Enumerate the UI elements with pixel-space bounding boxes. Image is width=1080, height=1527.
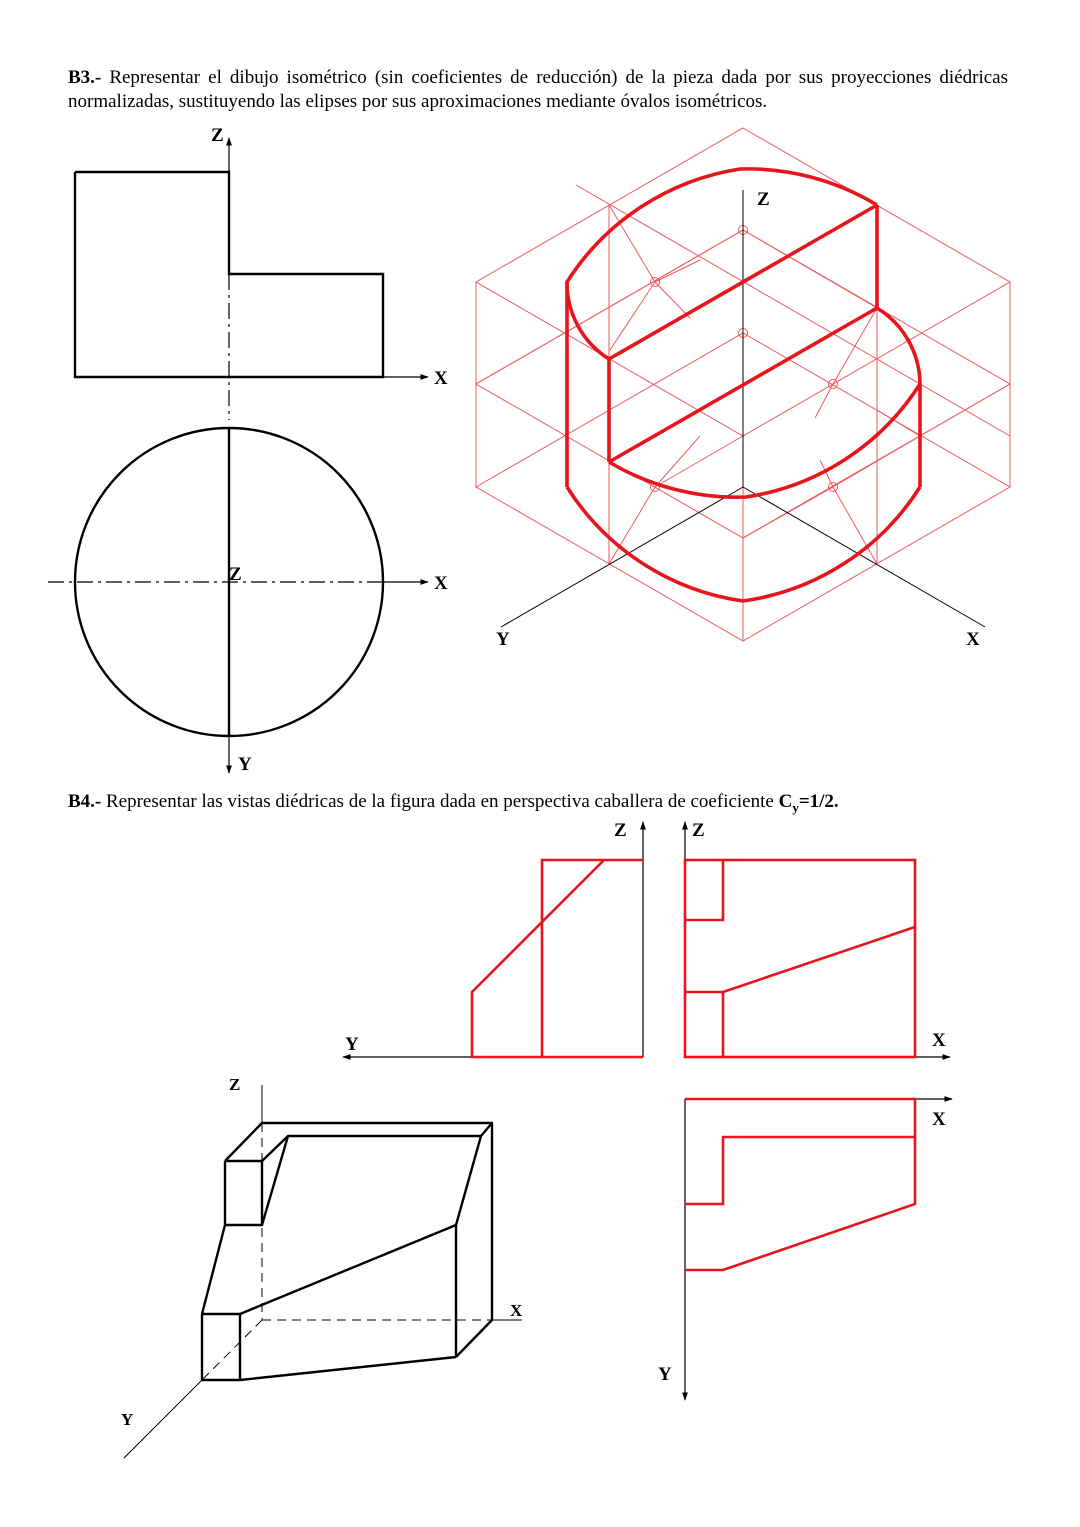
iso-x-label: X <box>966 629 980 650</box>
b3-label: B3.- <box>68 67 102 88</box>
b4-elevation-view <box>685 822 950 1057</box>
b4-label: B4.- <box>68 791 102 812</box>
b3-plan-view <box>48 428 428 773</box>
b4-plan-y-label: Y <box>658 1364 672 1385</box>
plan-y-label: Y <box>238 754 252 775</box>
b4-cavalier-solid <box>202 1123 492 1380</box>
cav-x-label: X <box>510 1301 523 1320</box>
top-half-oval <box>567 169 877 359</box>
b4-elev-z-label: Z <box>692 820 705 841</box>
iso-x-axis <box>743 487 985 627</box>
profile-y-label: Y <box>345 1034 359 1055</box>
elevation-x-label: X <box>434 368 448 389</box>
b3-elevation-view <box>75 138 428 420</box>
iso-y-label: Y <box>496 629 510 650</box>
plan-z-label: Z <box>229 564 242 585</box>
iso-y-axis <box>501 487 743 627</box>
cav-z-label: Z <box>229 1075 241 1094</box>
b4-profile-view <box>343 822 643 1057</box>
b4-plan-view <box>685 1099 952 1400</box>
b4-plan-x-label: X <box>932 1109 946 1130</box>
profile-z-label: Z <box>614 820 627 841</box>
cav-y-label: Y <box>121 1410 134 1429</box>
cav-y-hidden <box>202 1320 262 1380</box>
b4-coefficient: $C_y=1/2$. <box>778 791 839 815</box>
b3-text: Representar el dibujo isométrico (sin coeficientes de reducción) de la pieza dada por sus proyecciones diédricas normalizadas, sustituyendo las elipses por sus aproximaciones mediante óvalos isométricos. <box>68 67 1009 112</box>
elevation-z-label: Z <box>211 125 224 146</box>
b4-elev-x-label: X <box>932 1030 946 1051</box>
b4-cavalier-axes <box>124 1085 522 1458</box>
middle-half-oval <box>609 308 920 497</box>
b4-text: Representar las vistas diédricas de la figura dada en perspectiva caballera de coeficiente <box>106 791 774 812</box>
cav-y-axis <box>124 1380 202 1458</box>
plan-x-label: X <box>434 573 448 594</box>
iso-z-label: Z <box>757 189 770 210</box>
